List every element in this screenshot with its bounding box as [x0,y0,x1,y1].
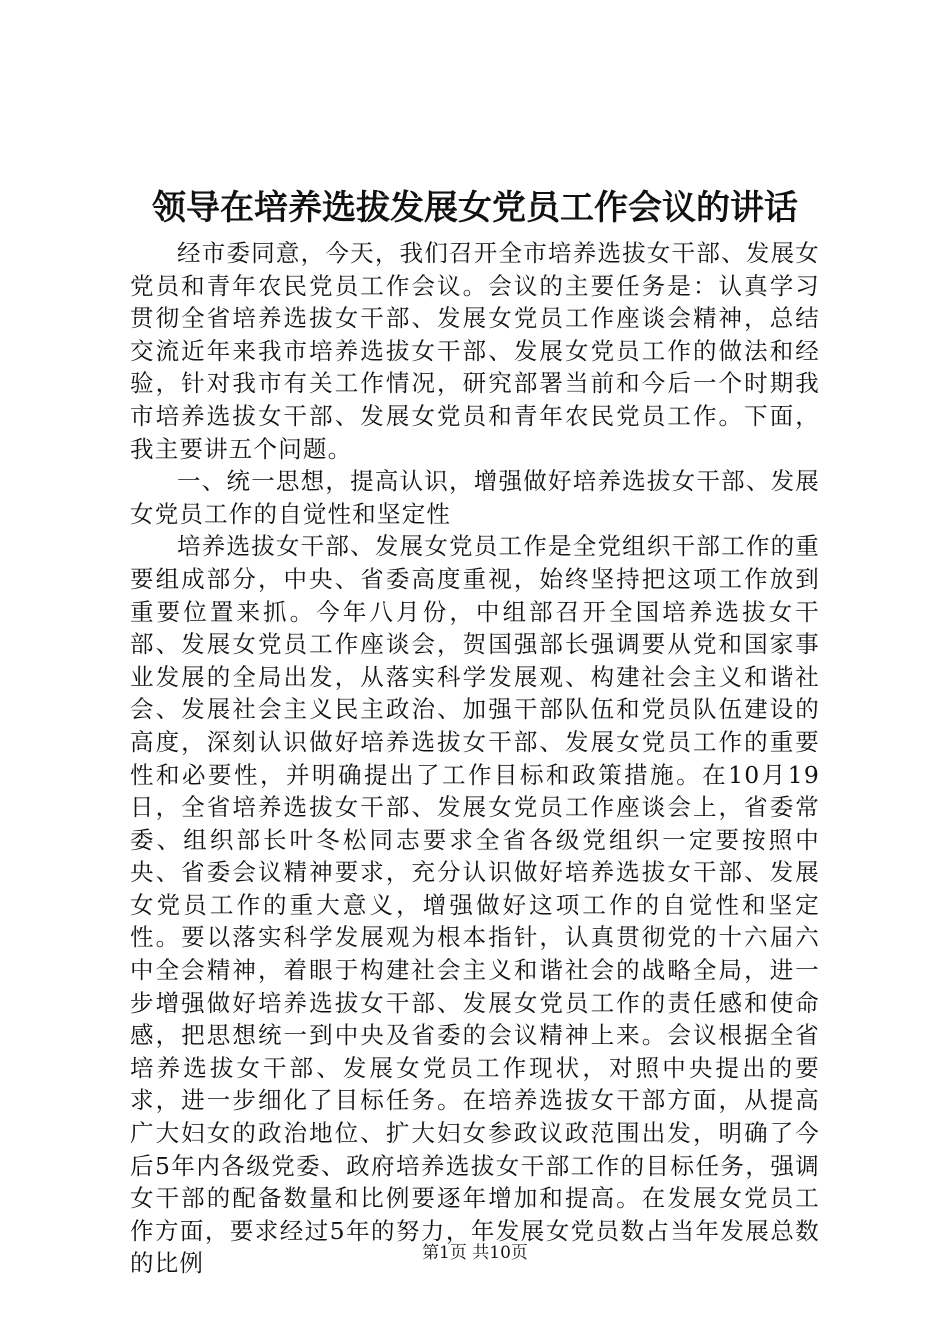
document-body [130,237,820,1280]
document-title: 领导在培养选拔发展女党员工作会议的讲话 [152,188,798,228]
section-heading-1: 一、统一思想，提高认识，增强做好培养选拔女干部、发展女党员工作的自觉性和坚定性 [130,467,820,528]
page-footer: 第1页 共10页 [422,1243,528,1263]
paragraph-section-1: 培养选拔女干部、发展女党员工作是全党组织干部工作的重要组成部分，中央、省委高度重视，始终坚持把这项工作放到重要位置来抓。今年八月份，中组部召开全国培养选拔女干部、发展女党员工作座谈会，贺国强部长强调要从党和国家事业发展的全局出发，从落实科学发展观、构建社会主义和谐社会、发展社会主义民主政治、加强干部队伍和党员队伍建设的高度，深刻认识做好培养选拔女干部、发展女党员工作的重要性和必要性，并明确提出了工作目标和政策措施。在10月19日，全省培养选拔女干部、发展女党员工作座谈会上，省委常委、组织部长叶冬松同志要求全省各级党组织一定要按照中央、省委会议精神要求，充分认识做好培养选拔女干部、发展女党员工作的重大意义，增强做好这项工作的自觉性和坚定性。要以落实科学发展观为根本指针，认真贯彻党的十六届六中全会精神，着眼于构建社会主义和谐社会的战略全局，进一步增强做好培养选拔女干部、发展女党员工作的责任感和使命感，把思想统一到中央及省委的会议精神上来。会议根据全省培养选拔女干部、发展女党员工作现状，对照中央提出的要求，进一步细化了目标任务。在培养选拔女干部方面，从提高广大妇女的政治地位、扩大妇女参政议政范围出发，明确了今后5年内各级党委、政府培养选拔女干部工作的目标任务，强调女干部的配备数量和比例要逐年增加和提高。在发展女党员工作方面，要求经过5年的努力，年发展女党员数占当年发展总数的比例 [130,532,820,1278]
paragraph-intro: 经市委同意，今天，我们召开全市培养选拔女干部、发展女党员和青年农民党员工作会议。会议的主要任务是：认真学习贯彻全省培养选拔女干部、发展女党员工作座谈会精神，总结交流近年来我市培养选拔女干部、发展女党员工作的做法和经验，针对我市有关工作情况，研究部署当前和今后一个时期我市培养选拔女干部、发展女党员和青年农民党员工作。下面，我主要讲五个问题。 [130,239,820,463]
